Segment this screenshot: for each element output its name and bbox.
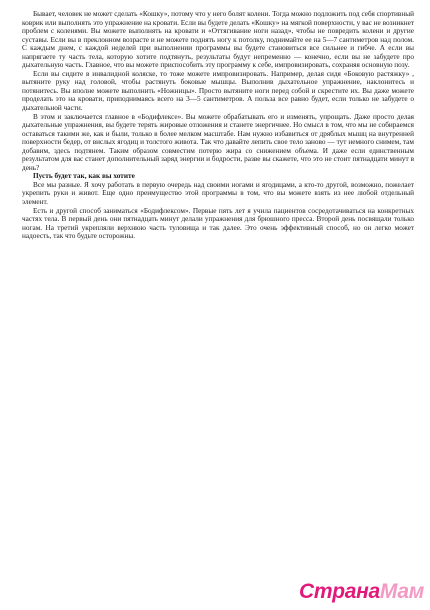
paragraph-2: Если вы сидите в инвалидной коляске, то тоже можете импровизировать. Например, делая сидя «Боковую растяжку» , вытяните руку над головой, чтобы растянуть боковые мышцы. Выполнив дыхательное упражнение, наклонитесь и потянитесь. Вы вполне можете выполнить «Ножницы». Просто вытяните ноги перед собой и скрестите их. Вы даже можете проделать это на кровати, приподнимаясь всего на 3—5 сантиметров. А польза все равно будет, если только не забудете о дыхательной части.	[22, 69, 414, 113]
document-page	[22, 10, 414, 241]
watermark-part-1: Страна	[299, 580, 380, 603]
watermark-part-2: Мам	[379, 580, 424, 603]
paragraph-3: В этом и заключается главное в «Бодифлексе». Вы можете обрабатывать его и изменять, упрощать. Даже просто делая дыхательные упражнения, вы будете терять жировые отложения и станете энергичнее. Но смысл в том, что мы не собираемся оставаться такими же, как и были, только в более мелком масштабе. Нам нужно избавиться от дряблых мышц на внутренней поверхности бедер, от вислых ягодиц и толстого живота. Так что давайте лепить свое тело заново — тут немного снимем, там добавим, здесь подтянем. Таким образом совместим потерю жира со снижением объема. И даже если единственным результатом для вас станет дополнительный заряд энергии и бодрости, разве вы скажете, что это не стоит пятнадцати минут в день?	[22, 112, 414, 172]
paragraph-1: Бывает, человек не может сделать «Кошку», потому что у него болят колени. Тогда можно подложить под себя спортивный коврик или выполнять это упражнение на кровати. Если вы будете делать «Кошку» на мягкой поверхности, у вас не возникнет проблем с коленями. Вы можете выполнять на кровати и «Оттягивание ноги назад», чтобы не повредить колени и другие суставы. Если вы в преклонном возрасте и не можете поднять ногу к потолку, поднимайте ее на 5—7 сантиметров над полом. С каждым днем, с каждой неделей при выполнении программы вы будете становиться все сильнее и гибче. А если вы напрягаете ту часть тела, которую хотите подтянуть, результаты будут непременно — конечно, если вы не забудете про дыхательную часть. Главное, что вы можете приспособить эту программу к себе, импровизировать, сохраняя основную позу.	[22, 10, 414, 70]
site-watermark-logo	[299, 580, 424, 604]
paragraph-4: Все мы разные. Я хочу работать в первую очередь над своими ногами и ягодицами, а кто-то другой, возможно, пожелает укрепить руки и живот. Еще одно преимущество этой программы в том, что вы можете взять из нее любой отдельный элемент.	[22, 180, 414, 207]
paragraph-5: Есть и другой способ заниматься «Бодифлексом». Первые пять лет я учила пациентов сосредотачиваться на конкретных частях тела. В первый день они пятнадцать минут делали упражнения для брюшного пресса. Второй день посвящали только ногам. На третий укрепляли верхнюю часть туловища и так далее. Это очень эффективный способ, но он легко может надоесть, так что будьте осторожны.	[22, 206, 414, 241]
section-heading: Пусть будет так, как вы хотите	[33, 172, 135, 181]
